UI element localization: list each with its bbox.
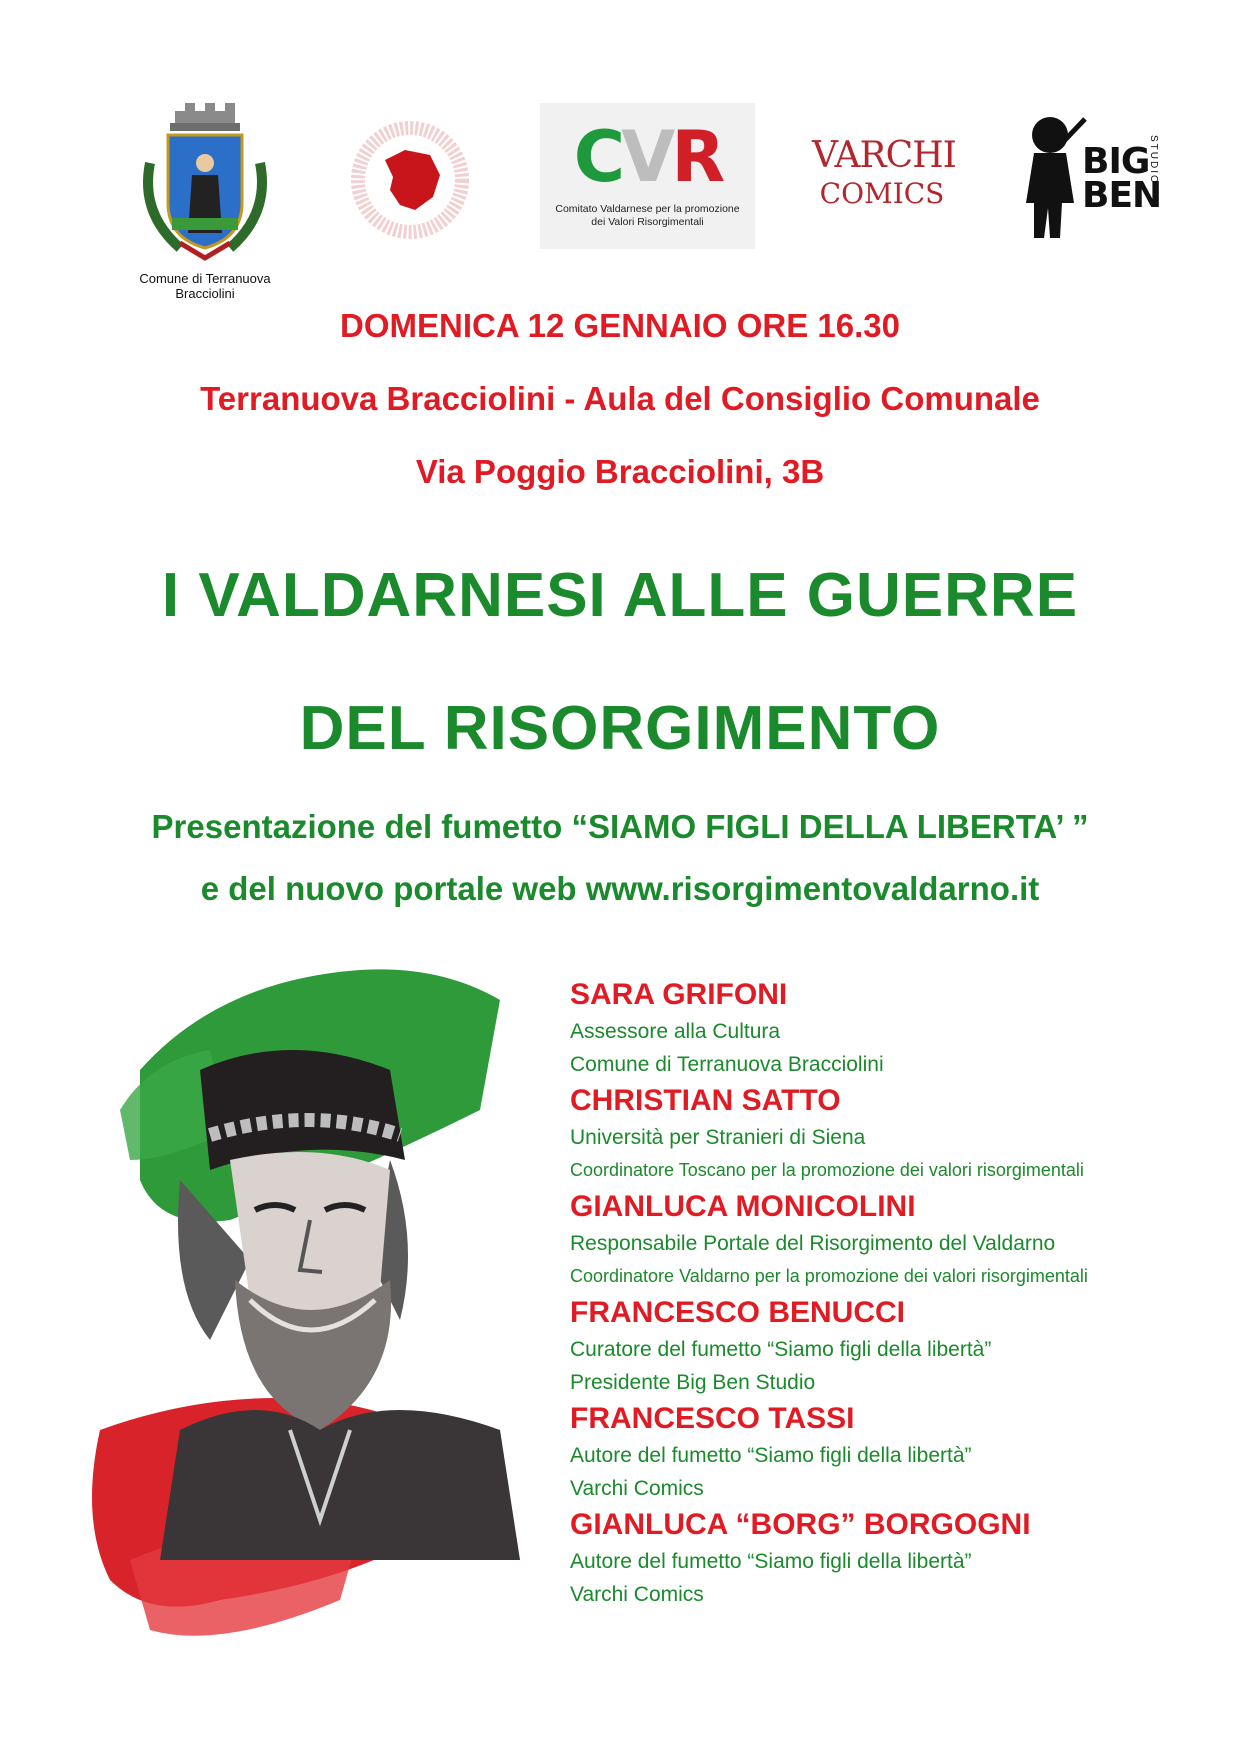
cvr-logo bbox=[540, 103, 755, 249]
comune-caption: Comune di Terranuova Bracciolini bbox=[139, 271, 271, 301]
speaker-role: Varchi Comics bbox=[570, 1583, 704, 1606]
speaker-name: GIANLUCA MONICOLINI bbox=[570, 1190, 916, 1223]
subtitle-line2: e del nuovo portale web www.risorgimentovaldarno.it bbox=[200, 870, 1040, 907]
speaker-entry bbox=[570, 1293, 1210, 1399]
speaker-role: Coordinatore Toscano per la promozione dei valori risorgimentali bbox=[570, 1160, 1084, 1180]
speaker-entry bbox=[570, 975, 1210, 1081]
speaker-role: Curatore del fumetto “Siamo figli della libertà” bbox=[570, 1338, 992, 1361]
big-ben-studio-logo bbox=[1020, 95, 1170, 245]
title-line2: DEL RISORGIMENTO bbox=[299, 694, 941, 763]
subtitle-line1: Presentazione del fumetto “SIAMO FIGLI DELLA LIBERTA’ ” bbox=[151, 808, 1089, 845]
cvr-letters: CVR bbox=[573, 116, 722, 198]
coordinamento-logo bbox=[345, 115, 475, 245]
event-date-time: DOMENICA 12 GENNAIO ORE 16.30 bbox=[340, 307, 900, 344]
speaker-role: Responsabile Portale del Risorgimento del Valdarno bbox=[570, 1232, 1056, 1255]
speaker-name: GIANLUCA “BORG” BORGOGNI bbox=[570, 1508, 1031, 1541]
speaker-role: Autore del fumetto “Siamo figli della libertà” bbox=[570, 1550, 972, 1573]
speaker-entry bbox=[570, 1399, 1210, 1505]
speakers-list bbox=[570, 975, 1210, 1611]
garibaldi-portrait-illustration bbox=[60, 960, 580, 1660]
speaker-role: Comune di Terranuova Bracciolini bbox=[570, 1053, 884, 1076]
varchi-line2: COMICS bbox=[819, 177, 945, 210]
speaker-name: SARA GRIFONI bbox=[570, 978, 788, 1011]
speaker-entry bbox=[570, 1081, 1210, 1187]
varchi-line1: VARCHI bbox=[812, 135, 956, 176]
speaker-role: Presidente Big Ben Studio bbox=[570, 1371, 816, 1394]
speaker-name: FRANCESCO TASSI bbox=[570, 1402, 855, 1435]
speaker-name: CHRISTIAN SATTO bbox=[570, 1084, 841, 1117]
speaker-role: Coordinatore Valdarno per la promozione dei valori risorgimentali bbox=[570, 1266, 1088, 1286]
bigben-studio: STUDIO bbox=[1148, 135, 1159, 185]
speaker-name: FRANCESCO BENUCCI bbox=[570, 1296, 906, 1329]
speaker-role: Varchi Comics bbox=[570, 1477, 704, 1500]
varchi-comics-logo bbox=[812, 115, 956, 230]
figure-silhouette-icon bbox=[1020, 113, 1090, 243]
title-line1: I VALDARNESI ALLE GUERRE bbox=[161, 561, 1079, 630]
speaker-role: Autore del fumetto “Siamo figli della libertà” bbox=[570, 1444, 972, 1467]
bigben-line1: BIG bbox=[1082, 141, 1150, 182]
logo-bar bbox=[0, 95, 1240, 301]
tuscany-map-icon bbox=[345, 115, 475, 245]
speaker-entry bbox=[570, 1505, 1210, 1611]
comune-logo bbox=[110, 103, 300, 301]
bigben-line2: BEN bbox=[1082, 175, 1162, 216]
coat-of-arms-icon bbox=[110, 103, 300, 268]
speaker-role: Assessore alla Cultura bbox=[570, 1020, 781, 1043]
speaker-role: Università per Stranieri di Siena bbox=[570, 1126, 866, 1149]
speaker-entry bbox=[570, 1187, 1210, 1293]
cvr-caption: Comitato Valdarnese per la promozione dei Valori Risorgimentali bbox=[555, 203, 740, 228]
event-address: Via Poggio Bracciolini, 3B bbox=[415, 453, 825, 490]
event-place: Terranuova Bracciolini - Aula del Consiglio Comunale bbox=[200, 380, 1040, 417]
